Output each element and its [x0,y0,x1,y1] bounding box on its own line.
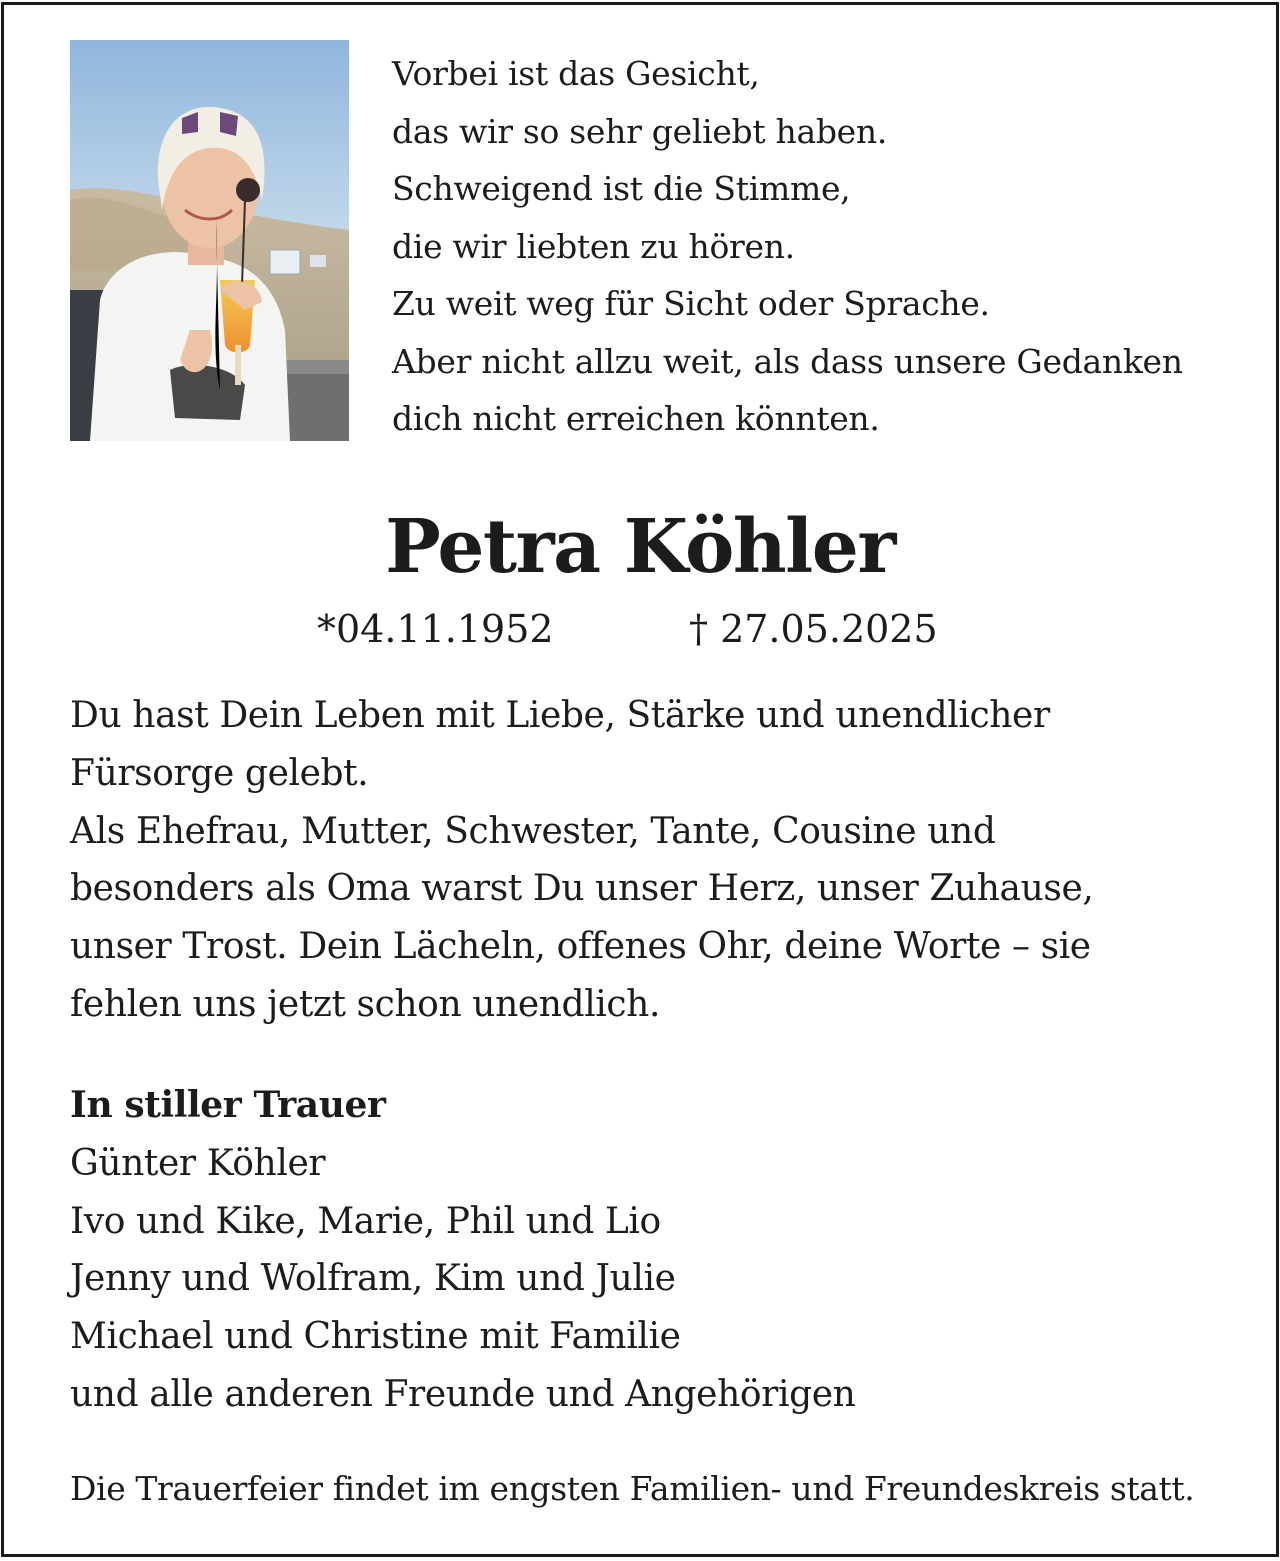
ceremony-note: Die Trauerfeier findet im engsten Familien- und Freundeskreis statt. [70,1469,1195,1508]
portrait-photo [70,40,349,441]
message-line: Als Ehefrau, Mutter, Schwester, Tante, Cousine und [70,810,996,852]
message-line: Du hast Dein Leben mit Liebe, Stärke und unendlicher [70,695,1050,736]
mourners-heading: In stiller Trauer [70,1084,386,1126]
obituary-notice [1,2,1279,1557]
tribute-message [70,687,1093,1034]
poem-line: dich nicht erreichen könnten. [392,399,880,438]
poem-line: Vorbei ist das Gesicht, [392,54,760,93]
poem-line: Schweigend ist die Stimme, [392,169,851,208]
poem [392,45,1183,448]
poem-line: das wir so sehr geliebt haben. [392,111,888,151]
death-date: † 27.05.2025 [689,607,938,651]
deceased-name: Petra Köhler [385,504,895,590]
poem-line: Zu weit weg für Sicht oder Sprache. [392,284,990,323]
poem-line: Aber nicht allzu weit, als dass unsere Gedanken [392,341,1183,381]
message-line: besonders als Oma warst Du unser Herz, unser Zuhause, [70,868,1094,910]
message-line: Fürsorge gelebt. [70,752,369,794]
mourners-list [70,1077,855,1424]
birth-date: *04.11.1952 [317,607,554,651]
message-line: fehlen uns jetzt schon unendlich. [70,983,661,1025]
mourner-entry: Günter Köhler [70,1142,326,1184]
mourner-entry: und alle anderen Freunde und Angehörigen [70,1373,856,1415]
mourner-entry: Jenny und Wolfram, Kim und Julie [70,1258,676,1300]
portrait-photo-image [70,40,349,441]
message-line: unser Trost. Dein Lächeln, offenes Ohr, deine Worte – sie [70,926,1091,968]
mourner-entry: Michael und Christine mit Familie [70,1316,681,1358]
mourner-entry: Ivo und Kike, Marie, Phil und Lio [70,1200,661,1242]
poem-line: die wir liebten zu hören. [392,226,795,266]
